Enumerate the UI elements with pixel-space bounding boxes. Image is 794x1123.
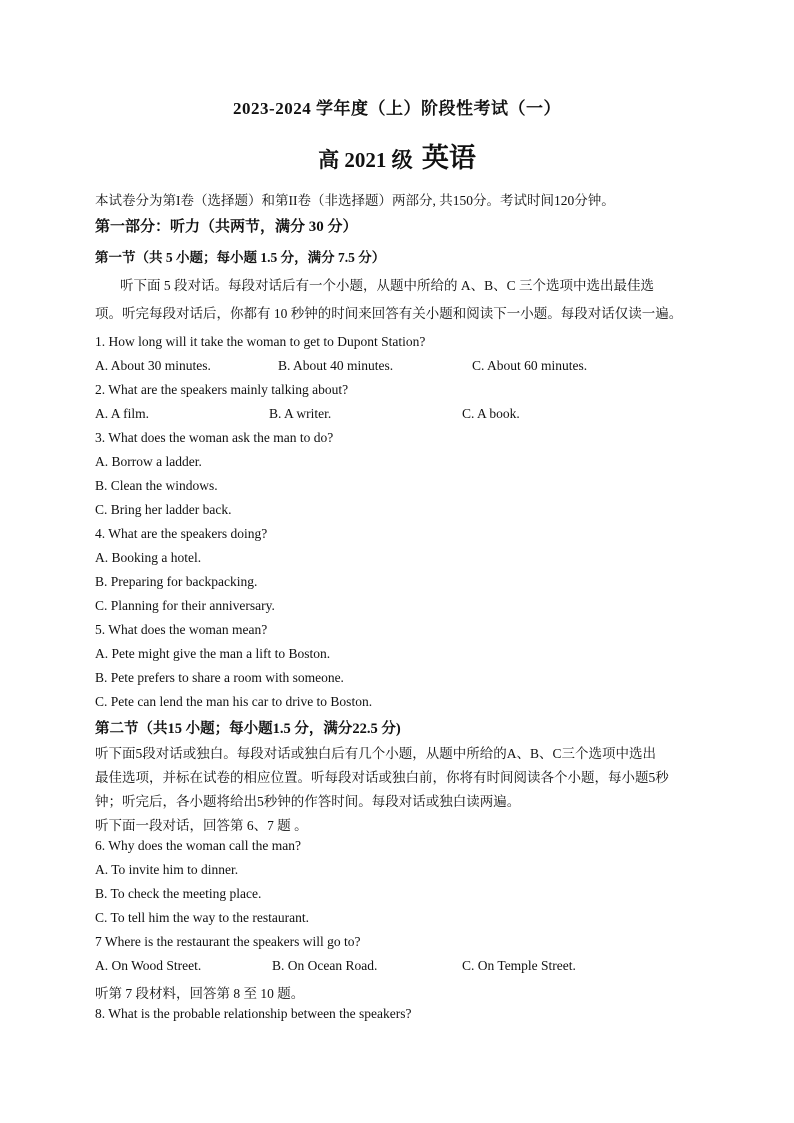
part1-heading: 第一部分：听力（共两节，满分 30 分） — [95, 219, 358, 235]
question-stem: 6. Why does the woman call the man? — [95, 838, 301, 853]
section1-instruction: 听下面 5 段对话。每段对话后有一个小题，从题中所给的 A、B、C 三个选项中选出最佳选 — [120, 278, 655, 293]
exam-intro: 本试卷分为第I卷（选择题）和第II卷（非选择题）两部分, 共150分。考试时间120分钟。 — [95, 193, 615, 208]
exam-subtitle — [0, 136, 794, 175]
option-c: C. Bring her ladder back. — [95, 502, 232, 517]
option-a: A. Booking a hotel. — [95, 550, 202, 565]
question-stem: 3. What does the woman ask the man to do? — [95, 430, 334, 445]
subsection-instruction: 听第 7 段材料，回答第 8 至 10 题。 — [95, 986, 305, 1001]
option-a: A. Borrow a ladder. — [95, 454, 202, 469]
question-stem: 5. What does the woman mean? — [95, 622, 268, 637]
option-a: A. About 30 minutes. — [95, 358, 211, 373]
option-a: A. Pete might give the man a lift to Boston. — [95, 646, 331, 661]
question-stem: 8. What is the probable relationship between the speakers? — [95, 1006, 412, 1021]
option-c: C. About 60 minutes. — [472, 358, 588, 373]
exam-title: 2023-2024 学年度（上）阶段性考试（一） — [233, 99, 561, 118]
option-b: B. On Ocean Road. — [272, 958, 378, 973]
option-c: C. Planning for their anniversary. — [95, 598, 275, 613]
option-a: A. On Wood Street. — [95, 958, 202, 973]
option-b: B. Clean the windows. — [95, 478, 218, 493]
option-a: A. A film. — [95, 406, 150, 421]
question-stem: 7 Where is the restaurant the speakers will go to? — [95, 934, 361, 949]
question-stem: 1. How long will it take the woman to get to Dupont Station? — [95, 334, 426, 349]
section1-instruction-cont: 项。听完每段对话后，你都有 10 秒钟的时间来回答有关小题和阅读下一小题。每段对话仅读一遍。 — [95, 306, 683, 321]
section2-instruction-cont: 钟；听完后，各小题将给出5秒钟的作答时间。每段对话或独白读两遍。 — [95, 794, 521, 809]
option-c: C. To tell him the way to the restaurant. — [95, 910, 310, 925]
option-b: B. Pete prefers to share a room with someone. — [95, 670, 344, 685]
section1-heading: 第一节（共 5 小题；每小题 1.5 分，满分 7.5 分） — [95, 250, 386, 265]
option-c: C. A book. — [462, 406, 520, 421]
subsection-instruction: 听下面一段对话，回答第 6、7 题 。 — [95, 818, 308, 833]
option-a: A. To invite him to dinner. — [95, 862, 239, 877]
section2-instruction-cont: 最佳选项，并标在试卷的相应位置。听每段对话或独白前，你将有时间阅读各个小题，每小题5秒 — [95, 770, 669, 785]
grade-label: 高 2021 级 — [318, 148, 413, 172]
subject-label: 英语 — [421, 143, 476, 173]
option-b: B. Preparing for backpacking. — [95, 574, 258, 589]
section2-instruction: 听下面5段对话或独白。每段对话或独白后有几个小题，从题中所给的A、B、C三个选项中选出 — [95, 746, 657, 761]
option-b: B. To check the meeting place. — [95, 886, 262, 901]
question-stem: 2. What are the speakers mainly talking about? — [95, 382, 349, 397]
section2-heading: 第二节（共15 小题；每小题1.5 分，满分22.5 分) — [95, 721, 401, 737]
option-b: B. About 40 minutes. — [278, 358, 394, 373]
option-c: C. On Temple Street. — [462, 958, 576, 973]
question-stem: 4. What are the speakers doing? — [95, 526, 268, 541]
option-c: C. Pete can lend the man his car to drive to Boston. — [95, 694, 373, 709]
option-b: B. A writer. — [269, 406, 332, 421]
